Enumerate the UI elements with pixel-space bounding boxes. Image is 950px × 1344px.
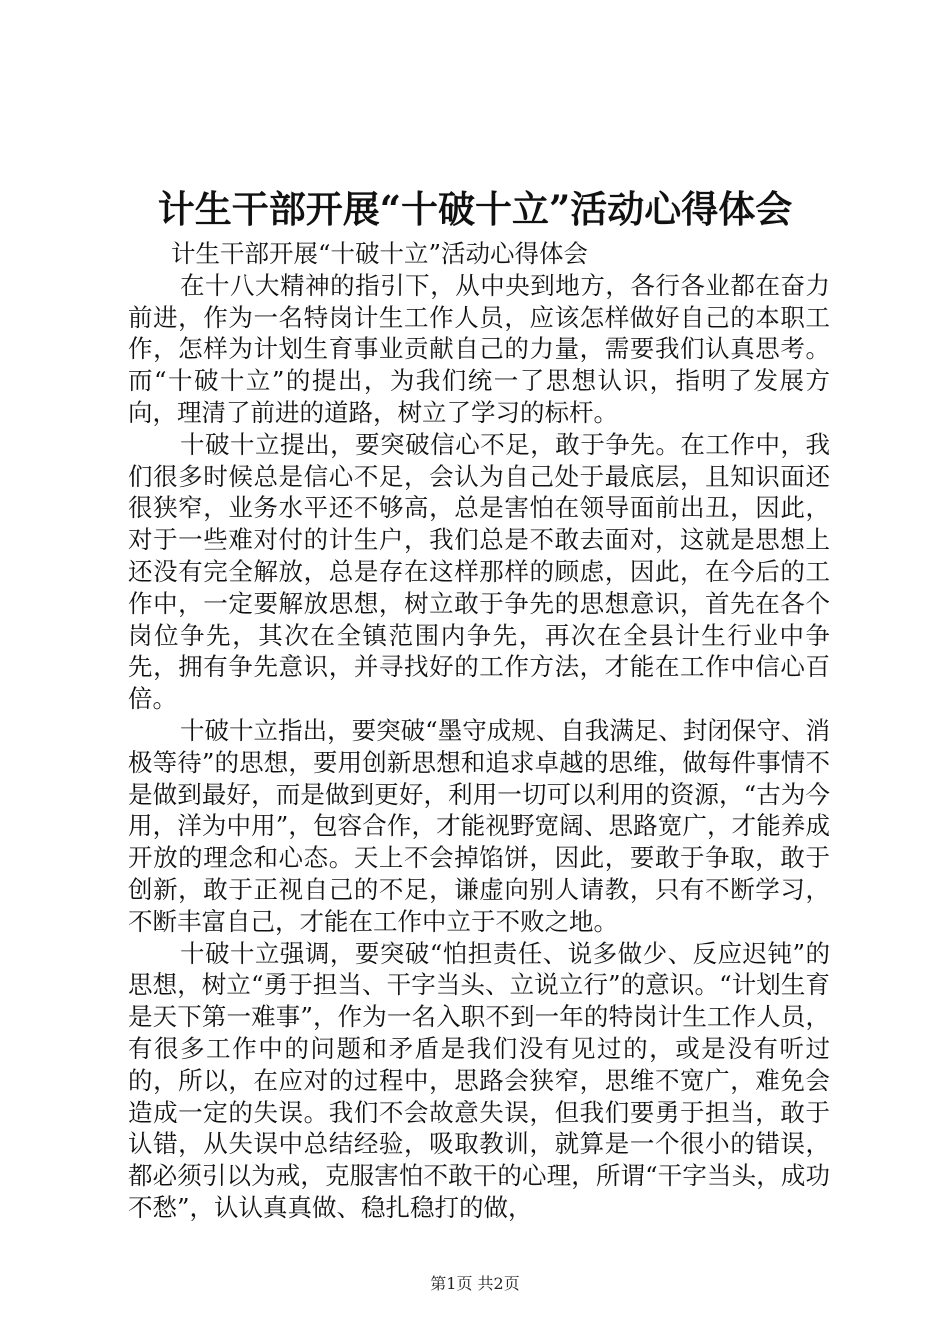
paragraph-4: 十破十立强调，要突破“怕担责任、说多做少、反应迟钝”的思想，树立“勇于担当、干字当头、立说立行”的意识。“计划生育是天下第一难事”，作为一名入职不到一年的特岗计生工作人员，有很多工作中的问题和矛盾是我们没有见过的，或是没有听过的，所以，在应对的过程中，思路会狭窄，思维不宽广，难免会造成一定的失误。我们不会故意失误，但我们要勇于担当，敢于认错，从失误中总结经验，吸取教训，就算是一个很小的错误，都必须引以为戒，克服害怕不敢干的心理，所谓“干字当头，成功不愁”，认认真真做、稳扎稳打的做， (128, 938, 830, 1222)
paragraph-3: 十破十立指出，要突破“墨守成规、自我满足、封闭保守、消极等待”的思想，要用创新思想和追求卓越的思维，做每件事情不是做到最好，而是做到更好，利用一切可以利用的资源，“古为今用，洋为中用”，包容合作，才能视野宽阔、思路宽广，才能养成开放的理念和心态。天上不会掉馅饼，因此，要敢于争取，敢于创新，敢于正视自己的不足，谦虚向别人请教，只有不断学习，不断丰富自己，才能在工作中立于不败之地。 (128, 715, 830, 936)
document-subtitle: 计生干部开展“十破十立”活动心得体会 (171, 239, 589, 268)
paragraph-2: 十破十立提出，要突破信心不足，敢于争先。在工作中，我们很多时候总是信心不足，会认为自己处于最底层，且知识面还很狭窄，业务水平还不够高，总是害怕在领导面前出丑，因此，对于一些难对付的计生户，我们总是不敢去面对，这就是思想上还没有完全解放，总是存在这样那样的顾虑，因此，在今后的工作中，一定要解放思想，树立敢于争先的思想意识，首先在各个岗位争先，其次在全镇范围内争先，再次在全县计生行业中争先，拥有争先意识，并寻找好的工作方法，才能在工作中信心百倍。 (128, 429, 830, 714)
document-title: 计生干部开展“十破十立”活动心得体会 (157, 187, 793, 231)
document-body (128, 238, 830, 1224)
page-number-footer: 第1页 共2页 (430, 1274, 520, 1293)
paragraph-1: 在十八大精神的指引下，从中央到地方，各行各业都在奋力前进，作为一名特岗计生工作人员，应该怎样做好自己的本职工作，怎样为计划生育事业贡献自己的力量，需要我们认真思考。而“十破十立”的提出，为我们统一了思想认识，指明了发展方向，理清了前进的道路，树立了学习的标杆。 (128, 270, 830, 427)
